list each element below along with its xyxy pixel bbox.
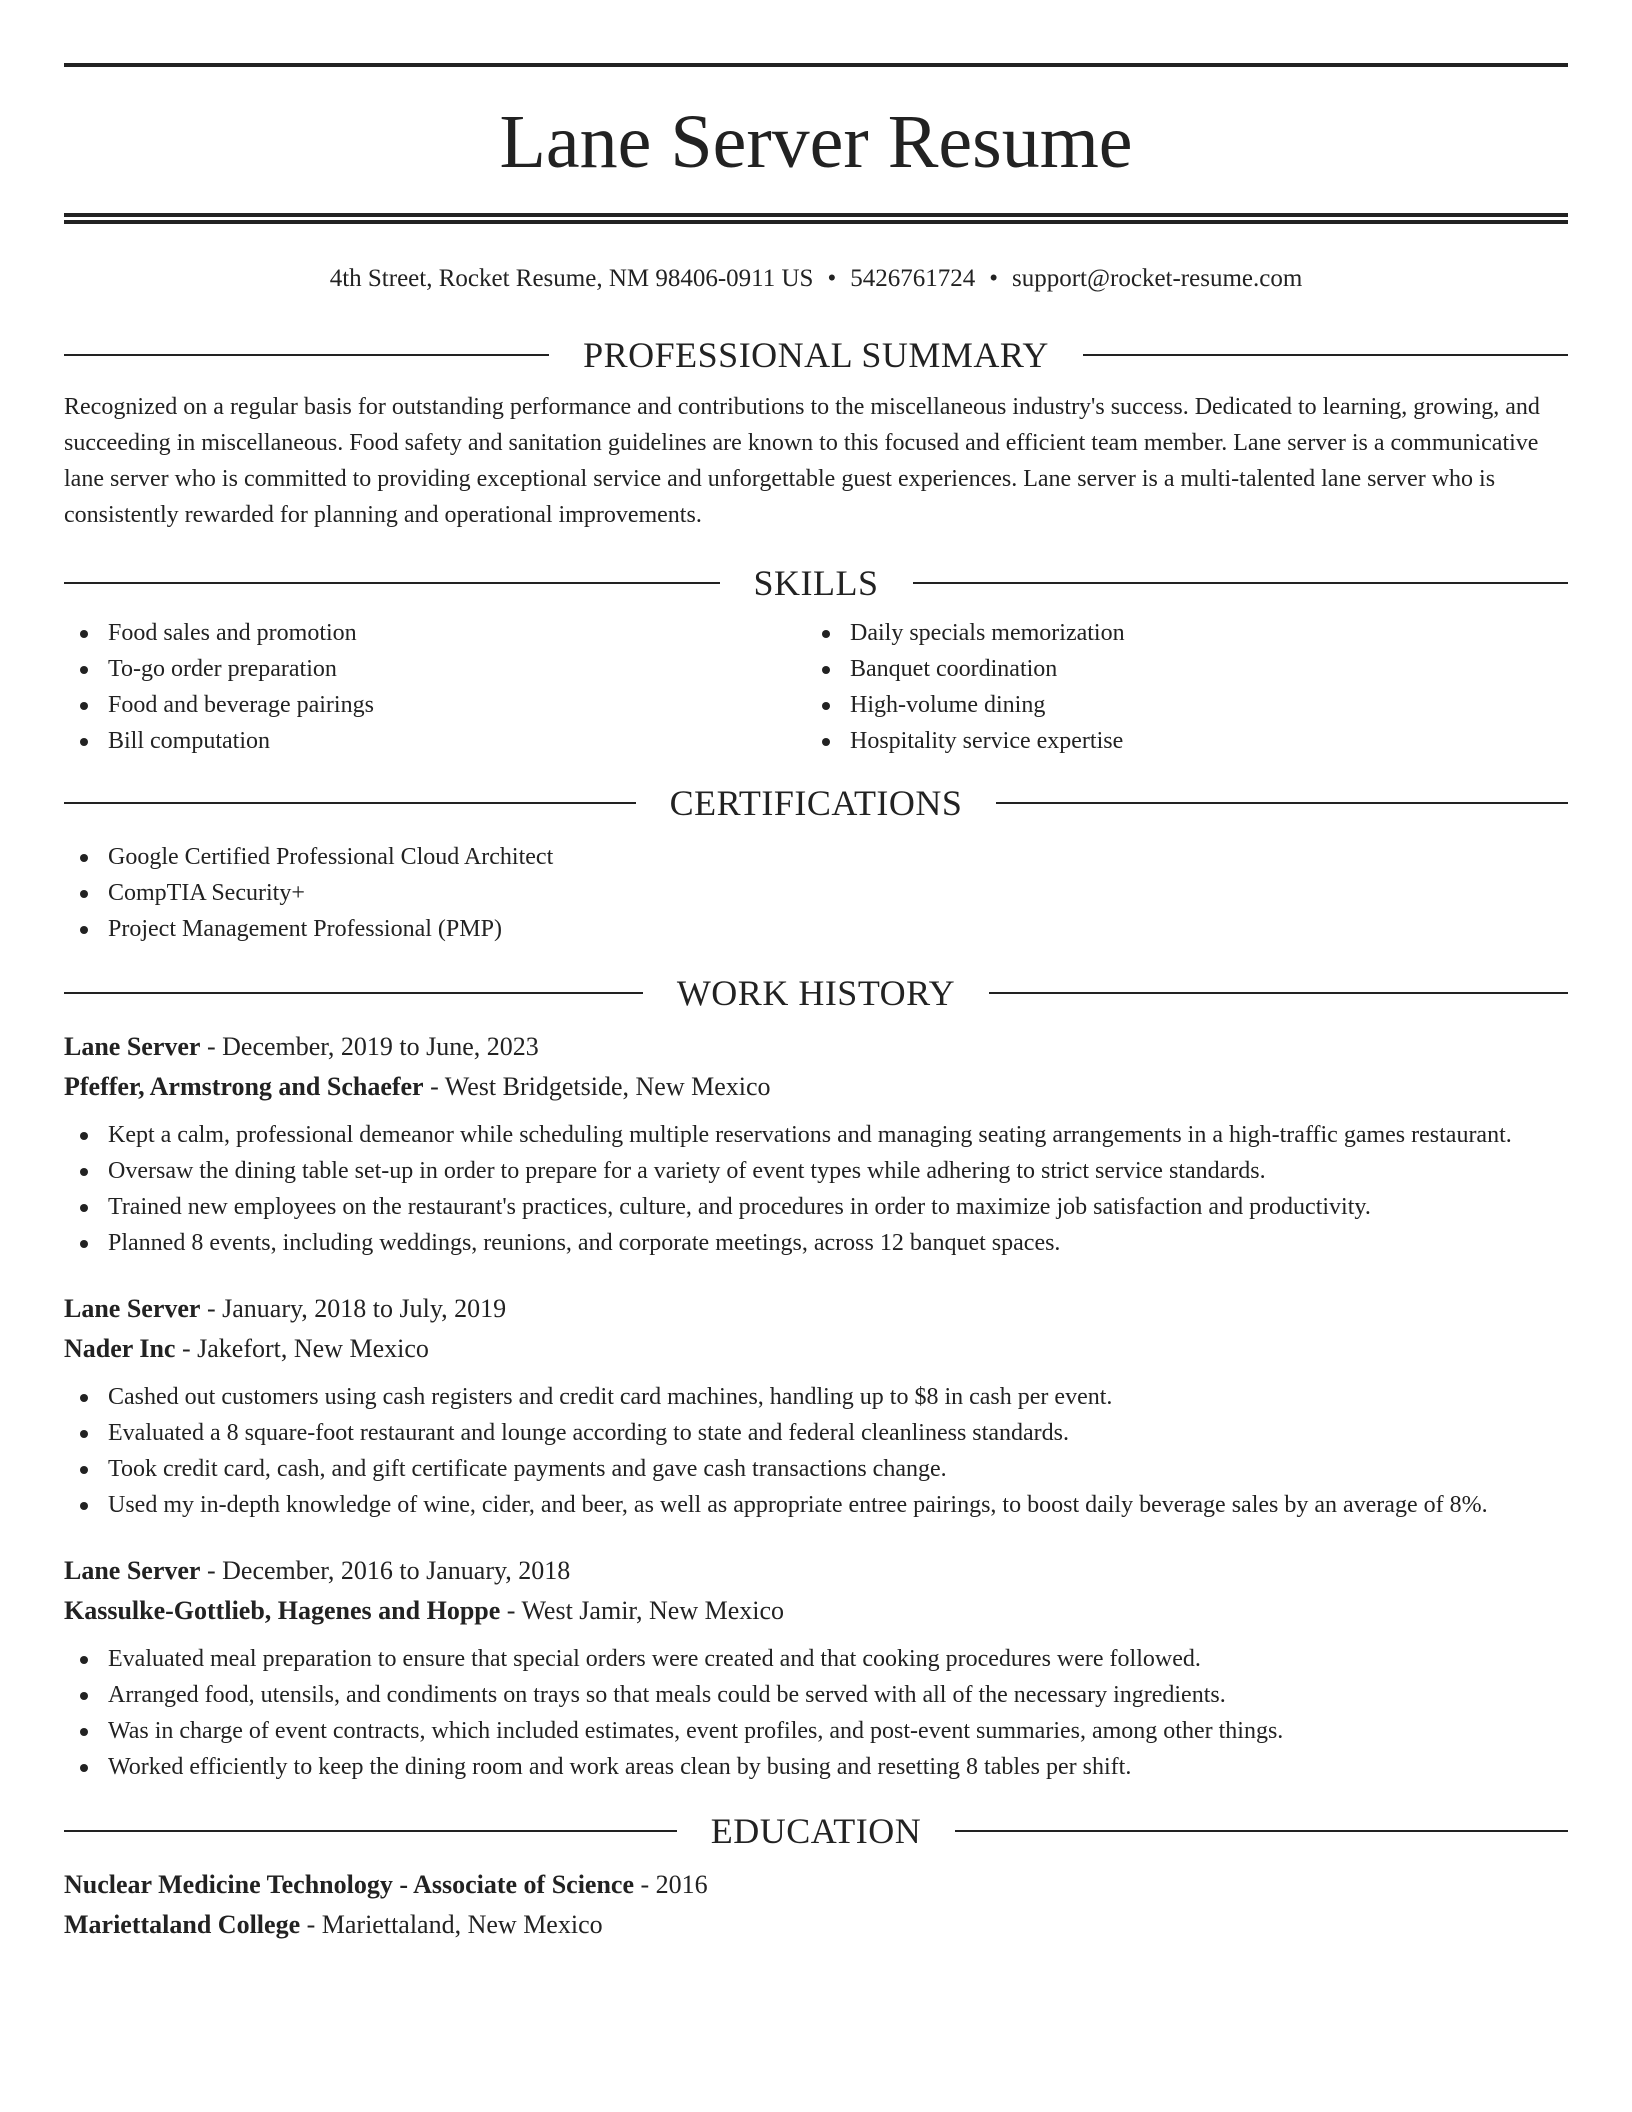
job-entry xyxy=(64,1027,1568,1261)
job-location: - Jakefort, New Mexico xyxy=(175,1334,429,1363)
heading-line-left xyxy=(64,802,636,804)
heading-line-right xyxy=(1083,354,1568,356)
job-bullet: Kept a calm, professional demeanor while scheduling multiple reservations and managing seating arrangements in a high-traffic games restaurant. xyxy=(64,1117,1568,1153)
skill-item: Food sales and promotion xyxy=(64,615,806,651)
job-company-line xyxy=(64,1067,1568,1107)
contact-email: support@rocket-resume.com xyxy=(1012,265,1303,292)
certifications-title: CERTIFICATIONS xyxy=(669,783,963,823)
education-degree-line xyxy=(64,1865,1568,1905)
skill-item: Banquet coordination xyxy=(806,651,1548,687)
job-bullets xyxy=(64,1117,1568,1261)
education-year: - 2016 xyxy=(634,1870,708,1899)
summary-heading xyxy=(64,333,1568,377)
job-company: Pfeffer, Armstrong and Schaefer xyxy=(64,1072,424,1101)
job-title-line xyxy=(64,1027,1568,1067)
job-location: - West Jamir, New Mexico xyxy=(500,1596,785,1625)
education-heading xyxy=(64,1809,1568,1853)
skills-list-left xyxy=(64,615,806,759)
certifications-heading xyxy=(64,781,1568,825)
heading-line-right xyxy=(989,992,1568,994)
job-bullet: Worked efficiently to keep the dining room and work areas clean by busing and resetting 8 tables per shift. xyxy=(64,1749,1568,1785)
heading-line-right xyxy=(913,582,1569,584)
job-entry xyxy=(64,1289,1568,1523)
contact-separator: • xyxy=(989,265,998,292)
heading-line-right xyxy=(996,802,1568,804)
resume-name: Lane Server Resume xyxy=(499,100,1133,184)
job-company-line xyxy=(64,1329,1568,1369)
job-dates: - December, 2016 to January, 2018 xyxy=(200,1556,571,1585)
skill-item: Daily specials memorization xyxy=(806,615,1548,651)
heading-line-left xyxy=(64,992,643,994)
job-bullet: Planned 8 events, including weddings, reunions, and corporate meetings, across 12 banquet spaces. xyxy=(64,1225,1568,1261)
contact-phone: 5426761724 xyxy=(850,265,976,292)
job-bullet: Cashed out customers using cash registers and credit card machines, handling up to $8 in cash per event. xyxy=(64,1379,1568,1415)
job-bullets xyxy=(64,1379,1568,1523)
job-company: Nader Inc xyxy=(64,1334,176,1363)
job-role: Lane Server xyxy=(64,1556,201,1585)
skills-grid xyxy=(64,615,1568,759)
certification-item: Project Management Professional (PMP) xyxy=(64,911,1568,947)
job-bullet: Took credit card, cash, and gift certificate payments and gave cash transactions change. xyxy=(64,1451,1568,1487)
education-degree: Nuclear Medicine Technology - Associate of Science xyxy=(64,1870,635,1899)
education-title: EDUCATION xyxy=(710,1811,922,1851)
job-company-line xyxy=(64,1591,1568,1631)
work-title: WORK HISTORY xyxy=(676,973,956,1013)
work-heading xyxy=(64,971,1568,1015)
certification-item: Google Certified Professional Cloud Architect xyxy=(64,839,1568,875)
job-location: - West Bridgetside, New Mexico xyxy=(423,1072,771,1101)
skill-item: Bill computation xyxy=(64,723,806,759)
job-bullet: Trained new employees on the restaurant's practices, culture, and procedures in order to maximize job satisfaction and productivity. xyxy=(64,1189,1568,1225)
job-bullet: Used my in-depth knowledge of wine, cider, and beer, as well as appropriate entree pairings, to boost daily beverage sales by an average of 8%. xyxy=(64,1487,1568,1523)
resume-content xyxy=(64,0,1568,1945)
summary-title: PROFESSIONAL SUMMARY xyxy=(583,335,1049,375)
job-title-line xyxy=(64,1289,1568,1329)
skills-list-right xyxy=(806,615,1548,759)
contact-separator: • xyxy=(827,265,837,292)
contact-address: 4th Street, Rocket Resume, NM 98406-0911 US xyxy=(329,265,814,292)
job-role: Lane Server xyxy=(64,1032,201,1061)
certification-item: CompTIA Security+ xyxy=(64,875,1568,911)
skill-item: High-volume dining xyxy=(806,687,1548,723)
heading-line-left xyxy=(64,582,720,584)
job-dates: - December, 2019 to June, 2023 xyxy=(200,1032,539,1061)
skill-item: Hospitality service expertise xyxy=(806,723,1548,759)
heading-line-left xyxy=(64,354,549,356)
job-company: Kassulke-Gottlieb, Hagenes and Hoppe xyxy=(64,1596,501,1625)
job-bullet: Arranged food, utensils, and condiments on trays so that meals could be served with all of the necessary ingredients. xyxy=(64,1677,1568,1713)
education-entry xyxy=(64,1865,1568,1945)
education-location: - Mariettaland, New Mexico xyxy=(300,1910,603,1939)
job-bullet: Evaluated meal preparation to ensure that special orders were created and that cooking procedures were followed. xyxy=(64,1641,1568,1677)
job-bullet: Oversaw the dining table set-up in order to prepare for a variety of event types while adhering to strict service standards. xyxy=(64,1153,1568,1189)
double-rule xyxy=(64,213,1568,224)
job-dates: - January, 2018 to July, 2019 xyxy=(200,1294,507,1323)
job-bullet: Evaluated a 8 square-foot restaurant and lounge according to state and federal cleanliness standards. xyxy=(64,1415,1568,1451)
skill-item: Food and beverage pairings xyxy=(64,687,806,723)
contact-line xyxy=(64,264,1568,294)
education-school-line xyxy=(64,1905,1568,1945)
education-school: Mariettaland College xyxy=(64,1910,301,1939)
job-role: Lane Server xyxy=(64,1294,201,1323)
skill-item: To-go order preparation xyxy=(64,651,806,687)
skills-heading xyxy=(64,561,1568,605)
job-bullet: Was in charge of event contracts, which included estimates, event profiles, and post-event summaries, among other things. xyxy=(64,1713,1568,1749)
job-bullets xyxy=(64,1641,1568,1785)
certifications-list xyxy=(64,839,1568,947)
heading-line-right xyxy=(955,1830,1568,1832)
top-rule xyxy=(64,63,1568,67)
job-entry xyxy=(64,1551,1568,1785)
heading-line-left xyxy=(64,1830,677,1832)
job-title-line xyxy=(64,1551,1568,1591)
skills-title: SKILLS xyxy=(753,563,879,603)
summary-text: Recognized on a regular basis for outstanding performance and contributions to the miscellaneous industry's success. Dedicated to learning, growing, and succeeding in miscellaneous. Food safety and sanitation guidelines are known to this focused and efficient team member. Lane server is a communicative lane server who is committed to providing exceptional service and unforgettable guest experiences. Lane server is a multi-talented lane server who is consistently rewarded for planning and operational improvements. xyxy=(64,394,1540,528)
